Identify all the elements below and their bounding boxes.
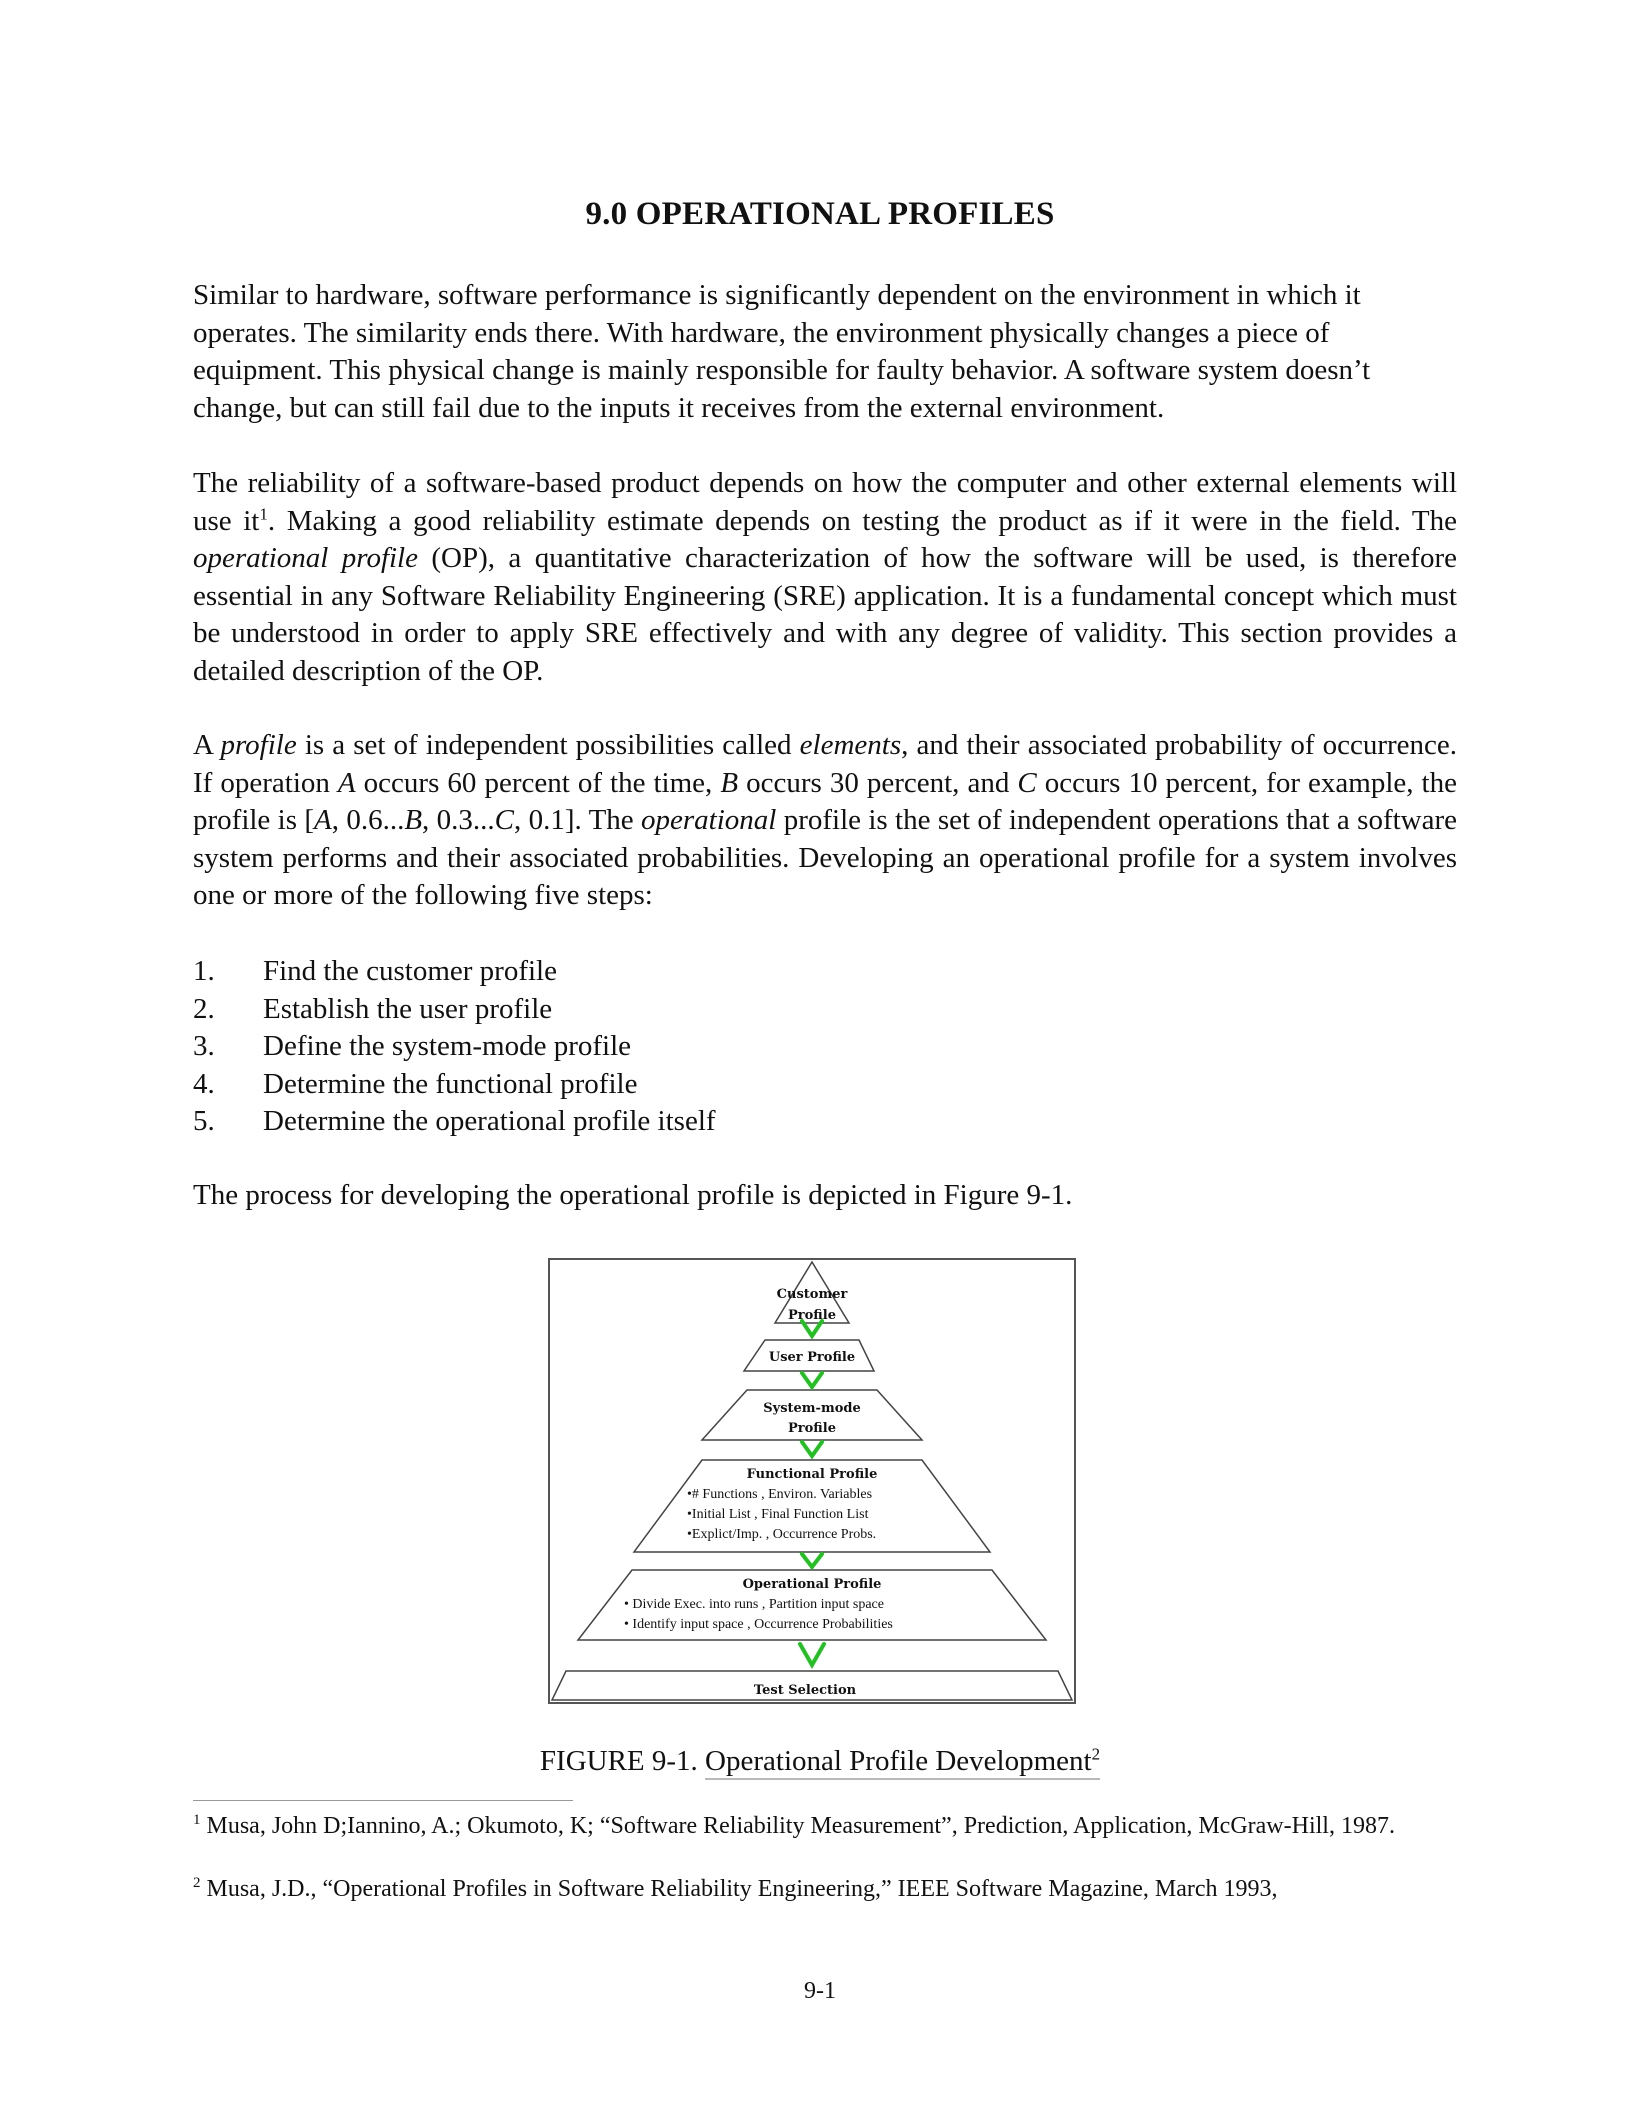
footnote-mark: 2 [193,1875,201,1891]
list-item-text: Determine the operational profile itself [263,1105,716,1138]
variable-b: B [720,766,739,799]
list-item [193,1103,716,1141]
operational-profile-item: • Identify input space , Occurrence Probabilities [624,1617,893,1632]
test-selection-label: Test Selection [753,1683,857,1698]
paragraph-figure-intro: The process for developing the operational profile is depicted in Figure 9-1. [193,1179,1073,1211]
list-item-number: 1. [193,955,215,987]
functional-profile-item: •# Functions , Environ. Variables [687,1487,873,1502]
down-arrow-icon [802,1442,822,1456]
pyramid-diagram [550,1260,1074,1702]
down-arrow-icon [800,1644,824,1665]
functional-profile-item: •Explict/Imp. , Occurrence Probs. [687,1527,877,1542]
profile-vector-value: , 0.3... [422,804,495,837]
down-arrow-icon [802,1554,822,1567]
operational-profile-item: • Divide Exec. into runs , Partition input space [624,1597,884,1612]
customer-profile-label: Customer [776,1287,848,1302]
text-segment: occurs 30 percent, and [738,766,1018,799]
text-segment: profile is the set of independent operations that a software system performs and their associated probabilities. Developing an operational profile for a system involves one or more of the following five steps: [193,804,1457,912]
text-segment: A [193,729,221,761]
footnote-separator [193,1800,573,1801]
term-operational-profile: operational profile [193,542,418,575]
text-segment: occurs 10 percent, for example, the profile is [ [193,766,1457,837]
list-item-text: Determine the functional profile [263,1067,638,1100]
figure-caption-text: Operational Profile Development [705,1745,1092,1777]
figure-operational-profile-pyramid [548,1258,1076,1704]
list-item-text: Find the customer profile [263,955,557,987]
figure-caption-label: FIGURE 9-1. [539,1745,706,1777]
footnote-1 [193,1811,1461,1842]
operational-profile-title: Operational Profile [742,1577,882,1592]
text-segment: is a set of independent possibilities called [296,729,800,761]
down-arrow-icon [802,1373,822,1387]
term-profile: profile [220,729,297,761]
list-item-number: 3. [193,1030,215,1063]
footnote-2 [193,1874,1461,1905]
list-item [193,1028,716,1066]
figure-caption [0,1745,1640,1778]
functional-profile-title: Functional Profile [746,1467,878,1482]
profile-vector-value: , 0.1]. The [514,804,642,837]
paragraph-intro: Similar to hardware, software performance is significantly dependent on the environment in which it operates. The similarity ends there. With hardware, the environment physically changes a piece of equipment. This physical change is mainly responsible for faulty behavior. A software system doesn’t change, but can still fail due to the inputs it receives from the external environment. [193,279,1371,424]
profile-vector-c: C [494,804,514,837]
customer-profile-label: Profile [788,1308,836,1323]
list-item [193,991,716,1029]
paragraph-reliability-text-1: The reliability of a software-based product depends on how the computer and other external elements will use it [193,467,1457,537]
list-item [193,1066,716,1104]
profile-vector-a: A [314,804,332,837]
text-segment: occurs 60 percent of the time, [355,766,721,799]
profile-vector-b: B [404,804,423,837]
footnote-ref-2: 2 [1091,1744,1101,1764]
list-item-number: 5. [193,1105,215,1138]
system-mode-profile-label: Profile [788,1421,836,1436]
footnote-ref-1: 1 [259,503,268,523]
profile-vector-value: , 0.6... [331,804,405,837]
system-mode-profile-label: System-mode [763,1401,861,1416]
term-operational: operational [641,804,777,837]
page-number: 9-1 [804,1978,836,2004]
text-segment: , and their associated probability of occurrence. If operation [193,729,1458,799]
list-item [193,953,716,991]
list-item-number: 2. [193,992,215,1025]
footnote-text: Musa, J.D., “Operational Profiles in Software Reliability Engineering,” IEEE Software Magazine, March 1993, [200,1876,1278,1902]
list-item-text: Establish the user profile [263,992,553,1025]
section-title: 9.0 OPERATIONAL PROFILES [585,196,1055,232]
list-item-text: Define the system-mode profile [263,1030,632,1063]
paragraph-reliability-text-2: . Making a good reliability estimate depends on testing the product as if it were in the field. The [267,504,1457,537]
functional-profile-item: •Initial List , Final Function List [687,1507,869,1522]
variable-c: C [1017,766,1037,799]
paragraph-reliability-text-3: (OP), a quantitative characterization of how the software will be used, is therefore essential in any Software Reliability Engineering (SRE) application. It is a fundamental concept which must be understood in order to apply SRE effectively and with any degree of validity. This section provides a detailed description of the OP. [193,542,1457,687]
figure-caption-title [705,1745,1100,1780]
term-elements: elements [799,729,902,761]
variable-a: A [337,766,356,799]
footnote-text: Musa, John D;Iannino, A.; Okumoto, K; “Software Reliability Measurement”, Prediction, Application, McGraw-Hill, 1987. [200,1813,1395,1839]
paragraph-profile-definition [193,727,1457,915]
footnote-mark: 1 [193,1812,201,1828]
steps-list [193,953,716,1141]
user-profile-label: User Profile [768,1350,856,1365]
list-item-number: 4. [193,1067,215,1100]
paragraph-reliability [193,465,1457,691]
